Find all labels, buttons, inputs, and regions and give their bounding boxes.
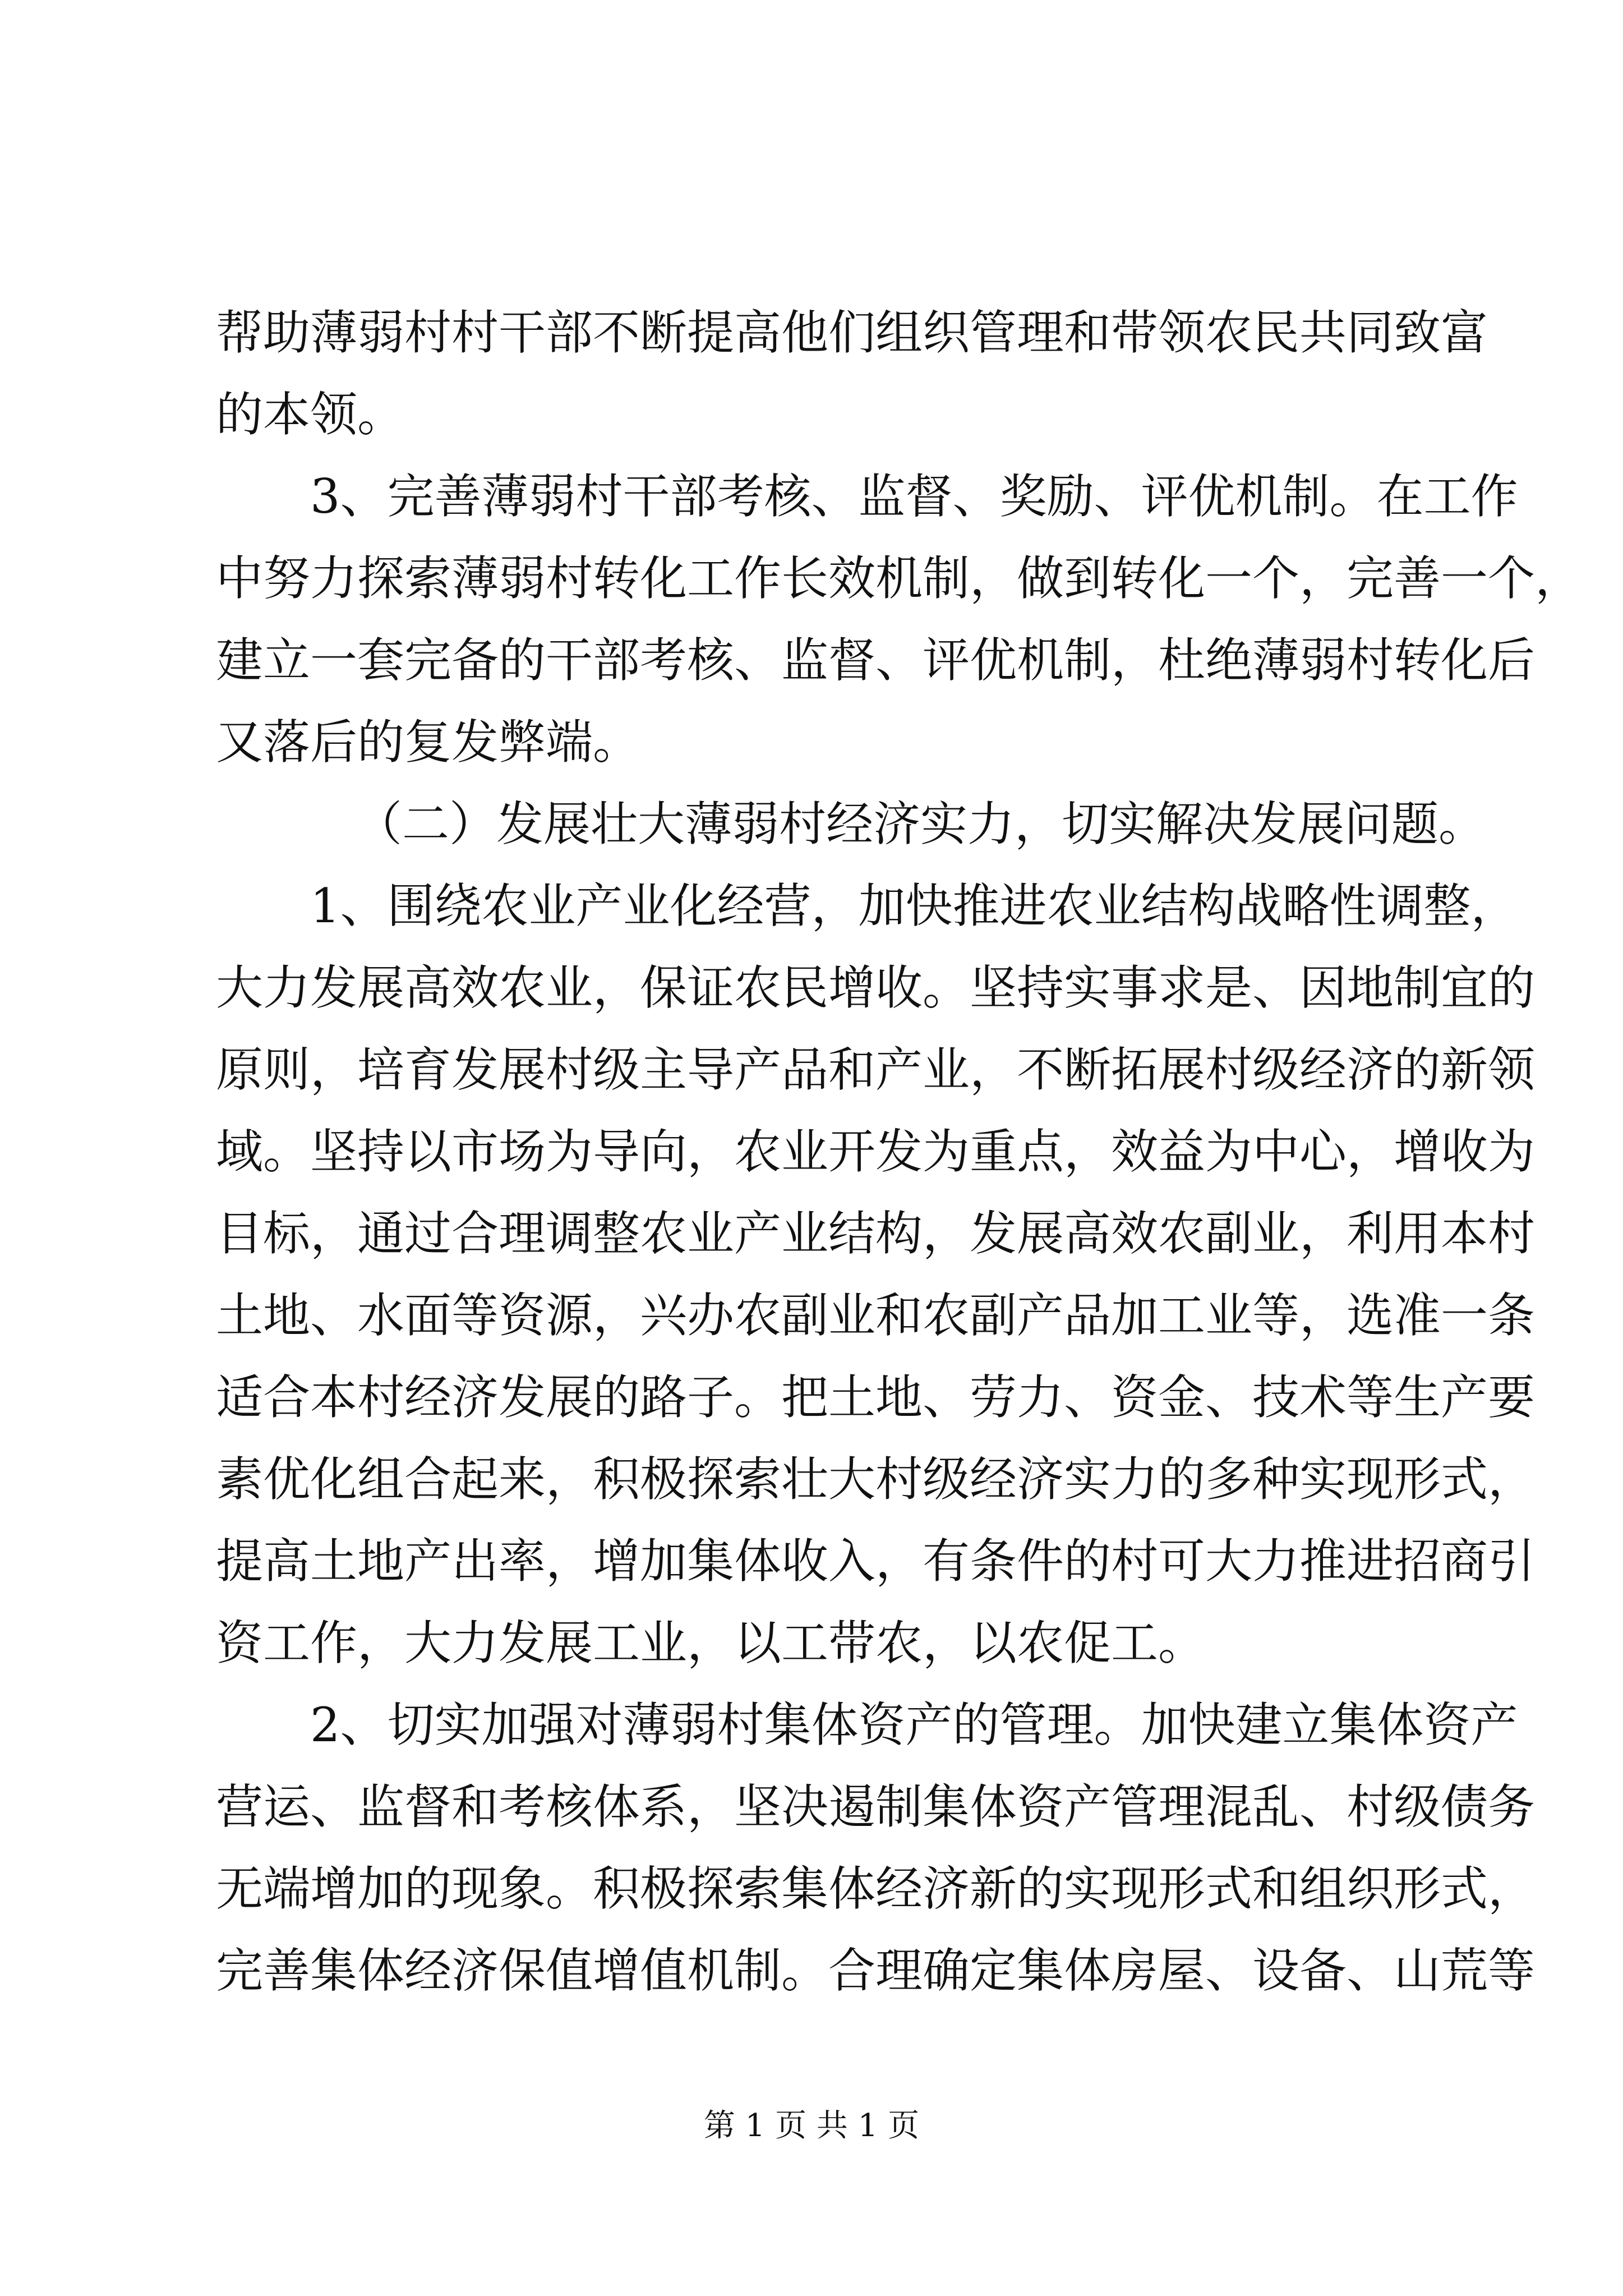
text-line: 素优化组合起来，积极探索壮大村级经济实力的多种实现形式， — [216, 1452, 1536, 1507]
text-line: 完善集体经济保值增值机制。合理确定集体房屋、设备、山荒等 — [216, 1943, 1536, 1998]
text-line: 原则，培育发展村级主导产品和产业，不断拓展村级经济的新领 — [216, 1042, 1536, 1097]
paragraph-start-line: 3、完善薄弱村干部考核、监督、奖励、评优机制。在工作 — [310, 469, 1518, 524]
text-line: 的本领。 — [216, 387, 405, 442]
text-line: 无端增加的现象。积极探索集体经济新的实现形式和组织形式， — [216, 1861, 1536, 1916]
text-line: 土地、水面等资源，兴办农副业和农副产品加工业等，选准一条 — [216, 1288, 1536, 1343]
text-line: 资工作，大力发展工业，以工带农，以农促工。 — [216, 1616, 1206, 1671]
text-line: 建立一套完备的干部考核、监督、评优机制，杜绝薄弱村转化后 — [216, 633, 1536, 688]
text-line: 大力发展高效农业，保证农民增收。坚持实事求是、因地制宜的 — [216, 960, 1536, 1015]
section-heading: （二）发展壮大薄弱村经济实力，切实解决发展问题。 — [355, 797, 1486, 852]
text-line: 提高土地产出率，增加集体收入，有条件的村可大力推进招商引 — [216, 1534, 1536, 1589]
text-line: 适合本村经济发展的路子。把土地、劳力、资金、技术等生产要 — [216, 1370, 1536, 1425]
text-line: 帮助薄弱村村干部不断提高他们组织管理和带领农民共同致富 — [216, 305, 1488, 360]
text-line: 目标，通过合理调整农业产业结构，发展高效农副业，利用本村 — [216, 1206, 1536, 1261]
text-line: 又落后的复发弊端。 — [216, 715, 640, 770]
paragraph-start-line: 1、围绕农业产业化经营，加快推进农业结构战略性调整， — [310, 878, 1518, 933]
document-body — [216, 292, 1583, 2012]
text-line: 营运、监督和考核体系，坚决遏制集体资产管理混乱、村级债务 — [216, 1779, 1536, 1834]
text-line: 域。坚持以市场为导向，农业开发为重点，效益为中心，增收为 — [216, 1124, 1536, 1179]
text-line: 中努力探索薄弱村转化工作长效机制，做到转化一个，完善一个， — [216, 551, 1583, 606]
page-number-footer: 第 1 页 共 1 页 — [703, 2108, 920, 2144]
paragraph-start-line: 2、切实加强对薄弱村集体资产的管理。加快建立集体资产 — [310, 1697, 1518, 1752]
